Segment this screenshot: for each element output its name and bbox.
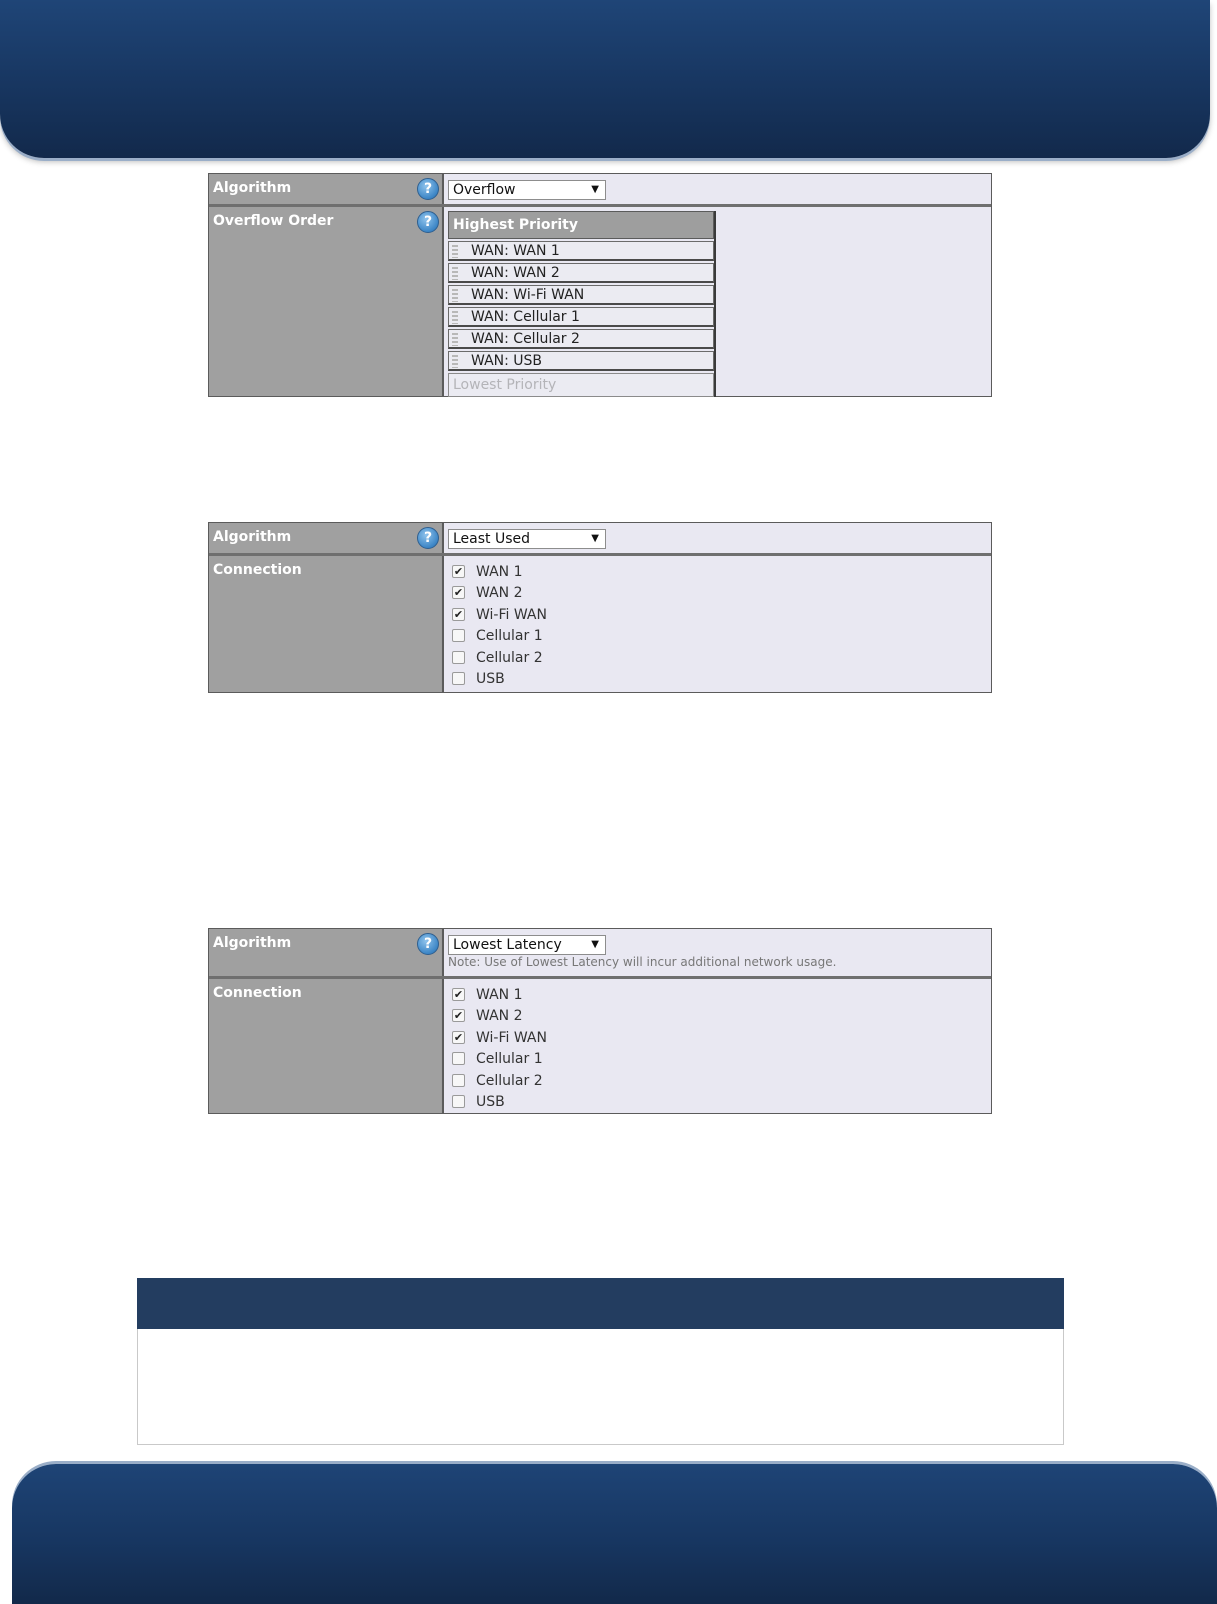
connection-checkbox-label: Cellular 2 <box>476 649 543 666</box>
connection-checkbox[interactable]: ✔ <box>453 988 464 1001</box>
overflow-order-row <box>209 207 991 396</box>
connection-checkbox-label: WAN 2 <box>476 585 523 602</box>
overflow-order-item-label: WAN: Cellular 1 <box>471 309 580 325</box>
top-banner <box>0 0 1210 158</box>
drag-handle-icon[interactable] <box>452 289 458 302</box>
connection-checkbox[interactable] <box>452 1074 465 1087</box>
connection-checkbox-label: WAN 1 <box>476 564 523 580</box>
connection-checkbox-label: Cellular 1 <box>476 628 543 645</box>
overflow-order-item-label: WAN: USB <box>471 353 543 369</box>
help-icon[interactable]: ? <box>417 211 439 233</box>
connection-checkbox[interactable] <box>452 1095 465 1108</box>
highest-priority-header: Highest Priority <box>448 211 714 239</box>
overflow-order-item-label: WAN: WAN 2 <box>471 265 560 281</box>
drag-handle-icon[interactable] <box>452 267 458 280</box>
bottom-banner <box>12 1464 1217 1604</box>
connection-checkbox-label: Wi-Fi WAN <box>476 1029 547 1046</box>
lowest-latency-settings-panel <box>208 928 992 1114</box>
lowest-priority-footer: Lowest Priority <box>448 373 714 397</box>
connection-checkbox[interactable] <box>452 672 465 685</box>
least-used-settings-panel <box>208 522 992 693</box>
algorithm-label: Algorithm <box>209 174 441 204</box>
overflow-order-item[interactable] <box>448 351 714 371</box>
chevron-down-icon: ▼ <box>591 939 599 950</box>
connection-checkbox[interactable] <box>452 651 465 664</box>
overflow-order-item[interactable] <box>448 241 714 261</box>
table-body <box>137 1329 1064 1445</box>
drag-handle-icon[interactable] <box>452 245 458 258</box>
algorithm-row <box>209 523 991 553</box>
connection-checkbox[interactable]: ✔ <box>453 607 464 621</box>
overflow-order-label: Overflow Order <box>209 207 441 396</box>
connection-item <box>452 605 547 626</box>
algorithm-select-value: Least Used <box>453 531 531 547</box>
connection-checkbox-list <box>452 562 547 690</box>
overflow-order-item[interactable] <box>448 307 714 327</box>
connection-row <box>209 556 991 692</box>
algorithm-select[interactable] <box>448 529 606 549</box>
connection-item <box>452 669 547 690</box>
drag-handle-icon[interactable] <box>452 333 458 346</box>
help-icon[interactable]: ? <box>417 178 439 200</box>
algorithm-select[interactable] <box>448 180 606 200</box>
connection-checkbox-label: USB <box>476 670 505 687</box>
connection-item <box>452 1049 547 1070</box>
connection-checkbox[interactable]: ✔ <box>453 1009 464 1023</box>
connection-checkbox[interactable]: ✔ <box>453 586 464 600</box>
connection-checkbox[interactable] <box>452 1052 465 1065</box>
help-icon[interactable]: ? <box>417 933 439 955</box>
overflow-settings-panel <box>208 173 992 397</box>
algorithm-select-value: Lowest Latency <box>453 937 562 953</box>
connection-item <box>452 1028 547 1049</box>
connection-checkbox-label: Wi-Fi WAN <box>476 606 547 623</box>
connection-checkbox[interactable]: ✔ <box>453 1030 464 1044</box>
connection-checkbox-label: WAN 2 <box>476 1008 523 1025</box>
algorithm-label: Algorithm <box>209 523 441 553</box>
overflow-order-item[interactable] <box>448 329 714 349</box>
algorithm-select-value: Overflow <box>453 182 516 198</box>
connection-item <box>452 1006 547 1027</box>
connection-checkbox-label: Cellular 2 <box>476 1072 543 1089</box>
connection-checkbox-list <box>452 985 547 1113</box>
chevron-down-icon: ▼ <box>591 533 599 544</box>
table-header-bar <box>137 1278 1064 1329</box>
connection-item <box>452 583 547 604</box>
connection-item <box>452 985 547 1006</box>
algorithm-row <box>209 929 991 976</box>
overflow-order-item-label: WAN: Wi-Fi WAN <box>471 287 585 303</box>
connection-item <box>452 1092 547 1113</box>
drag-handle-icon[interactable] <box>452 311 458 324</box>
connection-item <box>452 648 547 669</box>
overflow-order-list <box>448 211 716 397</box>
connection-label: Connection <box>209 979 441 1113</box>
chevron-down-icon: ▼ <box>591 184 599 195</box>
connection-checkbox-label: USB <box>476 1093 505 1110</box>
drag-handle-icon[interactable] <box>452 355 458 368</box>
algorithm-select[interactable] <box>448 935 606 955</box>
connection-row <box>209 979 991 1113</box>
algorithm-label: Algorithm <box>209 929 441 976</box>
connection-label: Connection <box>209 556 441 692</box>
connection-item <box>452 1071 547 1092</box>
connection-checkbox-label: WAN 1 <box>476 987 523 1003</box>
overflow-order-item-label: WAN: Cellular 2 <box>471 331 580 347</box>
connection-checkbox[interactable]: ✔ <box>453 565 464 578</box>
latency-note: Note: Use of Lowest Latency will incur additional network usage. <box>448 955 837 969</box>
connection-item <box>452 562 547 583</box>
help-icon[interactable]: ? <box>417 527 439 549</box>
overflow-order-item[interactable] <box>448 263 714 283</box>
connection-checkbox[interactable] <box>452 629 465 642</box>
algorithm-row <box>209 174 991 204</box>
connection-checkbox-label: Cellular 1 <box>476 1051 543 1068</box>
overflow-order-item[interactable] <box>448 285 714 305</box>
connection-item <box>452 626 547 647</box>
overflow-order-item-label: WAN: WAN 1 <box>471 243 560 259</box>
